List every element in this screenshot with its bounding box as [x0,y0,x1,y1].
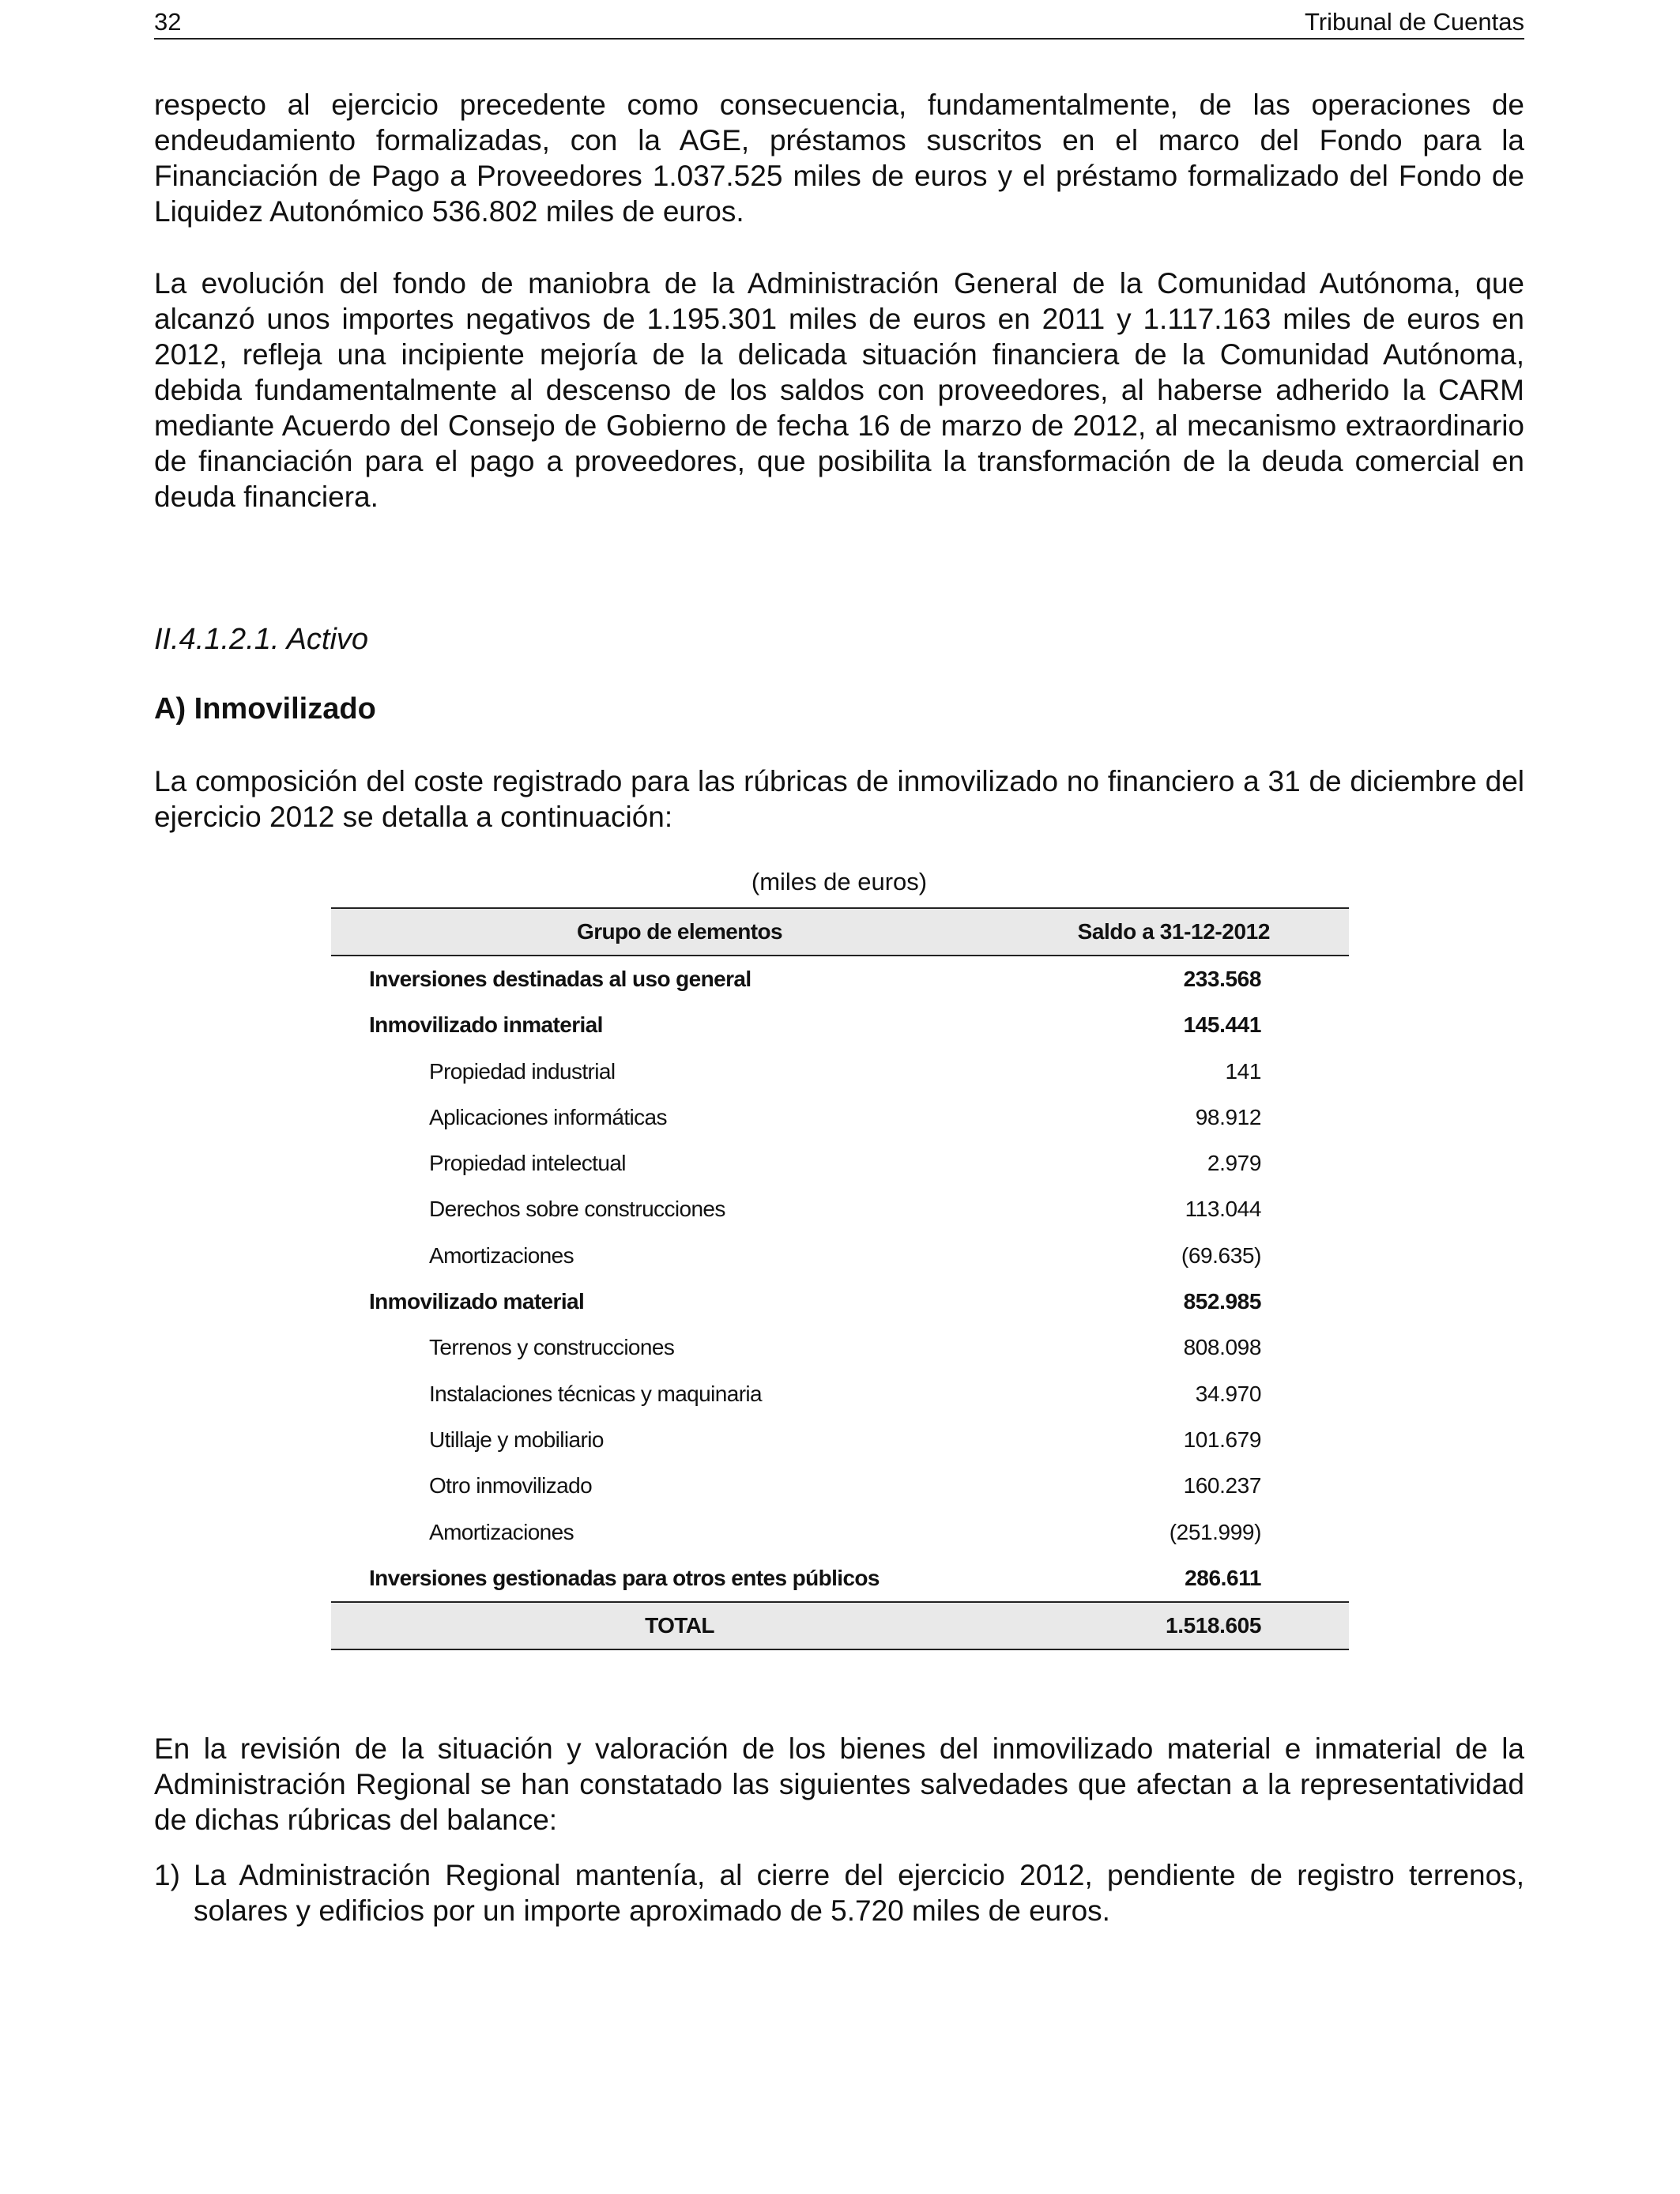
table-row [331,956,1349,1002]
list-item [154,1857,1524,1928]
row-value: 113.044 [1185,1197,1261,1222]
row-label: Inversiones gestionadas para otros entes públicos [369,1565,880,1590]
table-row [331,1279,1349,1325]
table-row [331,1510,1349,1555]
row-value: 233.568 [1183,967,1261,991]
row-value: 852.985 [1183,1289,1261,1314]
table-row [331,1186,1349,1232]
table-row [331,1002,1349,1048]
row-value: 808.098 [1183,1335,1261,1360]
table-row [331,1233,1349,1279]
fixed-assets-table [331,907,1349,1650]
row-label: Propiedad industrial [429,1058,616,1084]
row-value: 141 [1225,1058,1261,1084]
table-row [331,1555,1349,1601]
total-value: 1.518.605 [1166,1613,1261,1638]
table-total-row [331,1601,1349,1650]
row-label: Inversiones destinadas al uso general [369,967,751,991]
row-label: Amortizaciones [429,1242,574,1268]
table-row [331,1049,1349,1095]
paragraph-review-findings: En la revisión de la situación y valoración de los bienes del inmovilizado material e inmaterial de la Administración Regional se han constatado las siguientes salvedades que afectan a la representatividad de dichas rúbricas del balance: [154,1732,1524,1836]
table-row [331,1463,1349,1509]
paragraph-table-intro: La composición del coste registrado para las rúbricas de inmovilizado no financiero a 31 de diciembre del ejercicio 2012 se detalla a continuación: [154,765,1524,833]
row-label: Utillaje y mobiliario [429,1427,604,1452]
total-label: TOTAL [645,1613,714,1638]
row-value: 145.441 [1183,1012,1261,1038]
row-value: (69.635) [1181,1242,1261,1268]
section-heading-activo: II.4.1.2.1. Activo [154,623,369,656]
row-label: Inmovilizado inmaterial [369,1012,603,1038]
table-row [331,1417,1349,1463]
list-marker: 1) [154,1859,180,1891]
page-header [154,6,1524,40]
table-units-note: (miles de euros) [751,868,928,895]
row-value: 2.979 [1207,1151,1261,1176]
list-item-text: La Administración Regional mantenía, al cierre del ejercicio 2012, pendiente de registro terrenos, solares y edificios por un importe aproximado de 5.720 miles de euros. [194,1859,1524,1927]
paragraph-working-capital: La evolución del fondo de maniobra de la Administración General de la Comunidad Autónoma, que alcanzó unos importes negativos de 1.195.301 miles de euros en 2011 y 1.117.163 miles de euros en 2012, refleja una incipiente mejoría de la delicada situación financiera de la Comunidad Autónoma, debida fundamentalmente al descenso de los saldos con proveedores, al haberse adherido la CARM mediante Acuerdo del Consejo de Gobierno de fecha 16 de marzo de 2012, al mecanismo extraordinario de financiación para el pago a proveedores, que posibilita la transformación de la deuda comercial en deuda financiera. [154,267,1524,513]
subsection-heading-inmovilizado: A) Inmovilizado [154,692,376,726]
row-label: Derechos sobre construcciones [429,1197,725,1222]
row-label: Amortizaciones [429,1519,574,1544]
row-label: Instalaciones técnicas y maquinaria [429,1381,763,1406]
page-number: 32 [154,8,182,36]
row-value: (251.999) [1169,1519,1261,1544]
row-label: Otro inmovilizado [429,1473,593,1498]
row-value: 286.611 [1185,1565,1261,1590]
column-header-balance: Saldo a 31-12-2012 [1077,919,1270,944]
row-value: 160.237 [1183,1473,1261,1498]
table-header-row [331,907,1349,956]
row-value: 101.679 [1183,1427,1261,1452]
row-label: Inmovilizado material [369,1289,585,1314]
paragraph-debt-operations: respecto al ejercicio precedente como consecuencia, fundamentalmente, de las operaciones de endeudamiento formalizadas, con la AGE, préstamos suscritos en el marco del Fondo para la Financiación de Pago a Proveedores 1.037.525 miles de euros y el préstamo formalizado del Fondo de Liquidez Autonómico 536.802 miles de euros. [154,89,1524,228]
row-label: Propiedad intelectual [429,1151,626,1176]
row-value: 34.970 [1195,1381,1261,1406]
table-row [331,1325,1349,1370]
row-label: Terrenos y construcciones [429,1335,675,1360]
table-row [331,1371,1349,1417]
table-row [331,1095,1349,1140]
row-label: Aplicaciones informáticas [429,1104,667,1129]
row-value: 98.912 [1195,1104,1261,1129]
table-row [331,1140,1349,1186]
running-title: Tribunal de Cuentas [1304,8,1524,36]
column-header-group: Grupo de elementos [577,919,782,944]
